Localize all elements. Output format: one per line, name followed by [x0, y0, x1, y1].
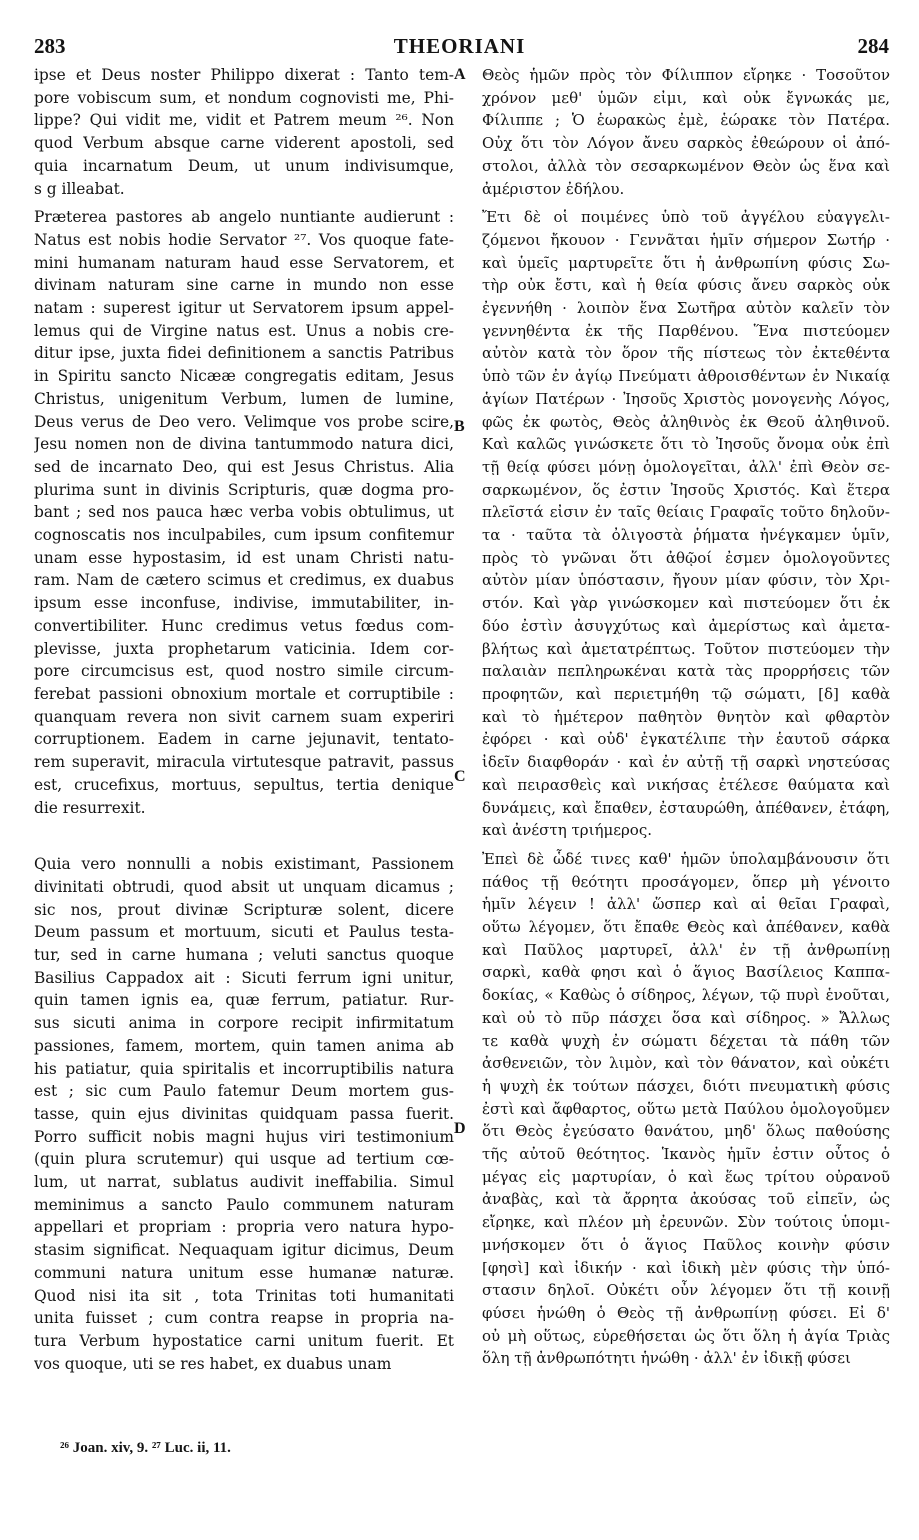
footnotes: ²⁶ Joan. xiv, 9. ²⁷ Luc. ii, 11.	[60, 1440, 231, 1456]
text-line: est ; sic cum Paulo fatemur Deum mortem gus-	[34, 1082, 454, 1101]
text-line: ὅλη τῇ ἀνθρωπότητι ἡνώθη · ἀλλ' ἐν ἰδικῇ φύσει	[482, 1349, 851, 1368]
text-line: Deus verus de Deo vero. Velimque vos probe scire,	[34, 412, 454, 431]
text-line: Quod nisi ita sit , tota Trinitas toti humanitati	[34, 1286, 454, 1305]
text-line: lum, ut narrat, sublatus audivit ineffabilia. Simul	[34, 1173, 454, 1192]
text-line: quod Verbum absque carne viderent apostoli, sed	[34, 134, 454, 153]
text-line: ἡμῖν λέγειν ! ἀλλ' ὥσπερ καὶ αἱ θεῖαι Γραφαὶ,	[482, 895, 890, 914]
text-line: τὴρ οὐκ ἔστι, καὶ ἡ θεία φύσις ἄνευ σαρκὸς οὐκ	[482, 276, 890, 295]
text-line: Natus est nobis hodie Servator ²⁷. Vos quoque fate-	[34, 230, 454, 249]
text-line: ipsum esse inconfuse, indivise, immutabiliter, in-	[34, 594, 454, 613]
text-line: Præterea pastores ab angelo nuntiante audierunt :	[34, 208, 454, 227]
margin-letter-a: A	[454, 66, 466, 83]
text-line: καὶ ὑμεῖς μαρτυρεῖτε ὅτι ἡ ἀνθρωπίνη φύσις Σω-	[482, 253, 890, 272]
text-line: rem superavit, miracula virtutesque patravit, passus	[34, 753, 454, 772]
text-line: unam esse hypostasim, id est unam Christi natu-	[34, 548, 454, 567]
text-line: φύσει ἡνώθη ὁ Θεὸς τῇ ἀνθρωπίνῃ φύσει. Εἰ δ'	[482, 1303, 890, 1322]
text-line: appellari et propriam : propria vero natura hypo-	[34, 1218, 454, 1237]
text-line: φῶς ἐκ φωτὸς, Θεὸς ἀληθινὸς ἐκ Θεοῦ ἀληθινοῦ.	[482, 412, 890, 431]
text-line: καὶ τὸ ἡμέτερον παθητὸν θνητὸν καὶ φθαρτὸν	[482, 707, 890, 726]
text-line: Φίλιππε ; Ὁ ἑωρακὼς ἐμὲ, ἑώρακε τὸν Πατέρα.	[482, 111, 890, 130]
greek-column	[482, 64, 890, 1370]
text-line: tura Verbum hypostatice carni unitum fuerit. Et	[34, 1331, 454, 1350]
text-line: bant ; sed nos pauca hæc verba vobis obtulimus, ut	[34, 503, 454, 522]
text-line: his patiatur, quia spiritalis et incorruptibilis natura	[34, 1059, 454, 1078]
text-line: ὑπὸ τῶν ἐν ἁγίῳ Πνεύματι ἀθροισθέντων ἐν Νικαίᾳ	[482, 367, 890, 386]
text-line: καὶ Παῦλος μαρτυρεῖ, ἀλλ' ἐν τῇ ἀνθρωπίνῃ	[482, 940, 890, 959]
text-line: pore circumcisus est, quod nostro simile circum-	[34, 662, 454, 681]
text-line: Christus, unigenitum Verbum, lumen de lumine,	[34, 389, 454, 408]
text-line: ἐφόρει · καὶ οὐδ' ἐγκατέλιπε τὴν ἑαυτοῦ σάρκα	[482, 730, 890, 749]
text-line: αὐτὸν μίαν ὑπόστασιν, ἤγουν μίαν φύσιν, τὸν Χρι-	[482, 571, 890, 590]
text-line: χρόνον μεθ' ὑμῶν εἰμι, καὶ οὐκ ἔγνωκάς με,	[482, 88, 890, 107]
text-line: ipse et Deus noster Philippo dixerat : Tanto tem-	[34, 66, 454, 84]
text-line: plurima sunt in divinis Scripturis, quæ dogma pro-	[34, 480, 454, 499]
running-title: THEORIANI	[393, 34, 526, 58]
text-line: γεννηθέντα ἐκ τῆς Παρθένου. Ἕνα πιστεύομεν	[482, 321, 890, 340]
text-line: s g illeabat.	[34, 179, 125, 198]
text-line: οὕτω λέγομεν, ὅτι ἔπαθε Θεὸς καὶ ἀπέθανεν, καθὰ	[482, 918, 890, 937]
text-line: plevisse, juxta prophetarum vaticinia. Idem cor-	[34, 639, 454, 658]
text-line: mini humanam naturam haud esse Servatorem, et	[34, 253, 454, 272]
text-line: vos quoque, uti se res habet, ex duabus unam	[34, 1354, 392, 1373]
text-line: Οὐχ ὅτι τὸν Λόγον ἄνευ σαρκὸς ἐθεώρουν οἱ ἀπό-	[482, 134, 890, 153]
text-line: die resurrexit.	[34, 798, 146, 817]
text-line: pore vobiscum sum, et nondum cognovisti me, Phi-	[34, 88, 454, 107]
paragraph	[482, 848, 890, 1370]
text-line: στολοι, ἀλλὰ τὸν σεσαρκωμένον Θεὸν ὡς ἕνα καὶ	[482, 156, 890, 175]
paragraph	[482, 64, 890, 200]
text-line: quia incarnatum Deum, ut unum indivisumque,	[34, 156, 454, 175]
text-line: οὐ μὴ οὕτως, εὑρεθήσεται ὡς ὅτι ὅλη ἡ ἁγία Τριὰς	[482, 1326, 890, 1345]
text-line: quin tamen ignis ea, quæ ferrum, patiatur. Rur-	[34, 991, 454, 1010]
text-line: est, crucefixus, mortuus, sepultus, tertia denique	[34, 775, 454, 794]
text-line: sed de incarnato Deo, qui est Jesus Christus. Alia	[34, 457, 454, 476]
text-line: sic nos, prout divinæ Scripturæ solent, dicere	[34, 900, 454, 919]
text-line: καὶ οὐ τὸ πῦρ πάσχει ὅσα καὶ σίδηρος. » Ἄλλως	[482, 1008, 890, 1027]
paragraph	[34, 64, 454, 200]
text-line: μέγας εἰς μαρτυρίαν, ὁ καὶ ἕως τρίτου οὐρανοῦ	[482, 1167, 890, 1186]
text-line: ἁγίων Πατέρων · Ἰησοῦς Χριστὸς μονογενὴς Λόγος,	[482, 389, 890, 408]
text-line: ὅτι Θεὸς ἐγεύσατο θανάτου, μηδ' ὅλως παθούσης	[482, 1122, 890, 1141]
text-line: Ἐπεὶ δὲ ὧδέ τινες καθ' ἡμῶν ὑπολαμβάνουσιν ὅτι	[482, 849, 890, 868]
text-line: divinam naturam sine carne in mundo non esse	[34, 276, 454, 295]
latin-column	[34, 64, 454, 1375]
text-line: passiones, famem, mortem, quin tamen anima ab	[34, 1036, 454, 1055]
text-line: στασιν δηλοῖ. Οὐκέτι οὖν λέγομεν ὅτι τῇ κοινῇ	[482, 1281, 890, 1300]
text-line: πλεῖστά εἰσιν ἐν ταῖς θείαις Γραφαῖς τοῦτο δηλοῦν-	[482, 503, 890, 522]
text-line: corruptionem. Eadem in carne jejunavit, tentato-	[34, 730, 454, 749]
text-line: Porro sufficit nobis magni hujus viri testimonium	[34, 1127, 454, 1146]
text-line: ζόμενοι ἤκουον · Γεννᾶται ἡμῖν σήμερον Σωτήρ ·	[482, 230, 890, 249]
page-number-right: 284	[857, 34, 889, 58]
text-line: ἀσθενειῶν, τὸν λιμὸν, καὶ τὸν θάνατον, καὶ οὐκέτι	[482, 1054, 890, 1073]
text-line: μνήσκομεν ὅτι ὁ ἅγιος Παῦλος κοινὴν φύσιν	[482, 1235, 890, 1254]
text-line: meminimus a sancto Paulo communem naturam	[34, 1195, 454, 1214]
text-line: αὐτὸν κατὰ τὸν ὅρον τῆς πίστεως τὸν ἐκτεθέντα	[482, 344, 890, 363]
text-line: communi natura unitum esse humanæ naturæ.	[34, 1263, 454, 1282]
text-line: sus sicuti anima in corpore recipit infirmitatum	[34, 1014, 454, 1033]
text-line: σαρκὶ, καθὰ φησι καὶ ὁ ἅγιος Βασίλειος Καππα-	[482, 963, 890, 982]
text-line: ferebat passioni obnoxium mortale et corruptibile :	[34, 684, 454, 703]
text-line: καὶ ἀνέστη τριήμερος.	[482, 821, 652, 840]
text-line: ram. Nam de cætero scimus et credimus, ex duabus	[34, 571, 454, 590]
text-line: Basilius Cappadox ait : Sicuti ferrum igni unitur,	[34, 968, 454, 987]
text-line: in Spiritu sancto Nicææ congregatis editam, Jesus	[34, 367, 454, 386]
text-line: δυνάμεις, καὶ ἔπαθεν, ἐσταυρώθη, ἀπέθανεν, ἐτάφη,	[482, 798, 890, 817]
text-line: τῇ θείᾳ φύσει μόνῃ ὁμολογεῖται, ἀλλ' ἐπὶ Θεὸν σε-	[482, 457, 890, 476]
text-line: lemus qui de Virgine natus est. Unus a nobis cre-	[34, 321, 454, 340]
text-line: καὶ πειρασθεὶς καὶ νικήσας ἐτέλεσε θαύματα καὶ	[482, 775, 890, 794]
text-line: πρὸς τὸ γνῶναι ὅτι ἀθῷοί ἐσμεν ὁμολογοῦντες	[482, 548, 890, 567]
text-line: παλαιὰν πεπληρωκέναι κατὰ τὰς προρρήσεις τῶν	[482, 662, 890, 681]
text-line: divinitati obtrudi, quod absit ut unquam dicamus ;	[34, 877, 454, 896]
text-line: quanquam revera non sivit carnem suam experiri	[34, 707, 454, 726]
text-line: πάθος τῇ θεότητι προσάγομεν, ὅπερ μὴ γένοιτο	[482, 872, 890, 891]
text-line: ἀμέριστον ἐδήλου.	[482, 179, 625, 198]
text-line: σαρκωμένον, ὅς ἐστιν Ἰησοῦς Χριστός. Καὶ ἕτερα	[482, 480, 890, 499]
text-line: ἰδεῖν διαφθοράν · καὶ ἐν αὐτῇ τῇ σαρκὶ νηστεύσας	[482, 753, 890, 772]
text-line: Καὶ καλῶς γινώσκετε ὅτι τὸ Ἰησοῦς ὄνομα οὐκ ἐπὶ	[482, 435, 890, 454]
text-line: προφητῶν, καὶ περιετμήθη τῷ σώματι, [δ] καθὰ	[482, 684, 890, 703]
text-line: stasim significat. Nequaquam igitur dicimus, Deum	[34, 1241, 454, 1260]
margin-letter-d: D	[454, 1120, 466, 1137]
text-line: τα · ταῦτα τὰ ὀλιγοστὰ ῥήματα ἠνέγκαμεν ὑμῖν,	[482, 526, 890, 545]
text-line: [φησὶ] καὶ ἰδικήν · καὶ ἰδικὴ μὲν φύσις τὴν ὑπό-	[482, 1258, 890, 1277]
text-line: τε καθὰ ψυχὴ ἐν σώματι δέχεται τὰ πάθη τῶν	[482, 1031, 890, 1050]
text-line: Jesu nomen non de divina tantummodo natura dici,	[34, 435, 454, 454]
text-line: ἐγεννήθη · λοιπὸν ἕνα Σωτῆρα αὐτὸν καλεῖν τὸν	[482, 299, 890, 318]
text-line: Quia vero nonnulli a nobis existimant, Passionem	[34, 855, 454, 874]
text-line: τῆς αὐτοῦ θεότητος. Ἱκανὸς ἡμῖν ἐστιν οὗτος ὁ	[482, 1145, 890, 1164]
text-line: στόν. Καὶ γὰρ γινώσκομεν καὶ πιστεύομεν ὅτι ἐκ	[482, 594, 890, 613]
text-line: δοκίας, « Καθὼς ὁ σίδηρος, λέγων, τῷ πυρὶ ἑνοῦται,	[482, 986, 890, 1005]
text-line: ditur ipse, juxta fidei definitionem a sanctis Patribus	[34, 344, 454, 363]
text-line: (quin plura scrutemur) qui usque ad tertium cœ-	[34, 1150, 454, 1169]
paragraph	[34, 853, 454, 1375]
paragraph	[34, 206, 454, 819]
text-line: natam : superest igitur ut Servatorem ipsum appel-	[34, 299, 454, 318]
margin-letter-b: B	[454, 418, 465, 435]
text-line: convertibiliter. Hunc credimus vetus fœdus com-	[34, 616, 454, 635]
text-line: βλήτως καὶ ἀμετατρέπτως. Τοῦτον πιστεύομεν τὴν	[482, 639, 890, 658]
text-line: cognoscatis nos inculpabiles, cum ipsum confitemur	[34, 526, 454, 545]
paragraph	[482, 206, 890, 842]
text-line: δύο ἐστὶν ἀσυγχύτως καὶ ἀμερίστως καὶ ἀμετα-	[482, 616, 890, 635]
text-line: Θεὸς ἡμῶν πρὸς τὸν Φίλιππον εἴρηκε · Τοσοῦτον	[482, 66, 890, 84]
text-line: tasse, quin ejus divinitas quidquam passa fuerit.	[34, 1104, 454, 1123]
text-line: εἴρηκε, καὶ πλέον μὴ ἐρευνῶν. Σὺν τούτοις ὑπομι-	[482, 1213, 890, 1232]
text-line: Ἔτι δὲ οἱ ποιμένες ὑπὸ τοῦ ἀγγέλου εὐαγγελι-	[482, 208, 890, 227]
page-number-left: 283	[34, 34, 66, 58]
text-line: ἡ ψυχὴ ἐκ τούτων πάσχει, διότι πνευματικὴ φύσις	[482, 1076, 890, 1095]
text-line: lippe? Qui vidit me, vidit et Patrem meum ²⁶. Non	[34, 111, 454, 130]
text-line: unita fuisset ; cum contra reapse in propria na-	[34, 1309, 454, 1328]
text-line: Deum passum et mortuum, sicuti et Paulus testa-	[34, 923, 454, 942]
text-line: ἀναβὰς, καὶ τὰ ἄρρητα ἀκούσας τοῦ εἰπεῖν, ὡς	[482, 1190, 890, 1209]
text-line: ἐστὶ καὶ ἄφθαρτος, οὕτω μετὰ Παύλου ὁμολογοῦμεν	[482, 1099, 890, 1118]
margin-letter-c: C	[454, 768, 466, 785]
text-line: tur, sed in carne humana ; veluti sanctus quoque	[34, 946, 454, 965]
